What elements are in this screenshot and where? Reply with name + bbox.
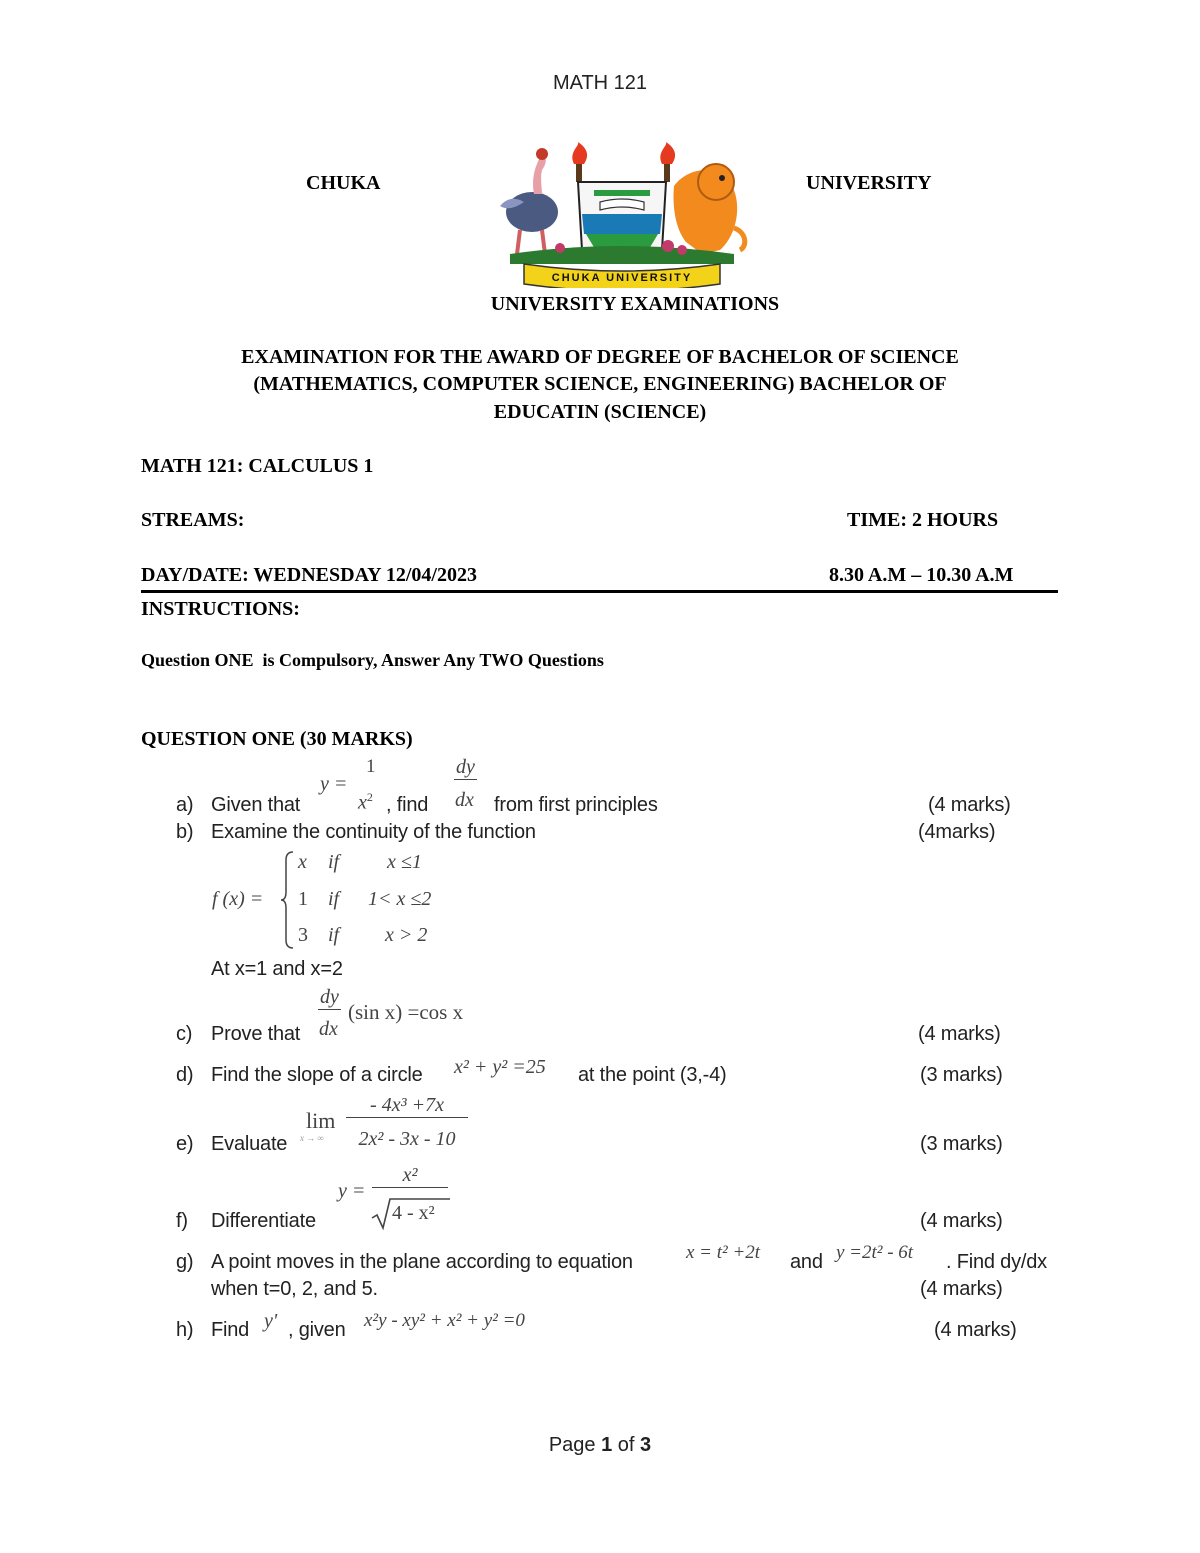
q-h-text1: Find	[211, 1319, 250, 1341]
q-c-letter: c)	[176, 1023, 193, 1045]
q-a-text1: Given that	[211, 794, 301, 816]
q-g-math-x: x = t² +2t	[686, 1242, 761, 1263]
q-c-math-dx: dx	[319, 1018, 338, 1040]
instructions-label: INSTRUCTIONS:	[141, 598, 300, 620]
q-b-row3-val: 3	[298, 924, 308, 946]
q-b-marks: (4marks)	[918, 821, 996, 843]
q-e-num: - 4x³ +7x	[346, 1094, 468, 1118]
q-b-text: Examine the continuity of the function	[211, 821, 536, 843]
instructions-text: Question ONE is Compulsory, Answer Any TWO Questions	[141, 650, 604, 670]
q-g-text4: when t=0, 2, and 5.	[211, 1278, 378, 1300]
q-e-marks: (3 marks)	[920, 1133, 1003, 1155]
q-g-math-y: y =2t² - 6t	[836, 1242, 914, 1263]
piecewise-brace	[280, 850, 296, 950]
page-number: 1	[601, 1434, 613, 1456]
q-b-row2-cond: 1< x ≤2	[368, 888, 432, 910]
q-g-letter: g)	[176, 1251, 194, 1273]
logo-banner-text: CHUKA UNIVERSITY	[551, 272, 693, 284]
q-b-row1-cond: x ≤1	[387, 851, 422, 873]
q-b-row1-val: x	[298, 851, 307, 873]
q-g-text3: . Find dy/dx	[946, 1251, 1047, 1273]
q-g-marks: (4 marks)	[920, 1278, 1003, 1300]
time-label: TIME: 2 HOURS	[847, 509, 999, 531]
q-b-letter: b)	[176, 821, 194, 843]
q-f-y: y =	[338, 1180, 366, 1202]
q-g-text2: and	[790, 1251, 823, 1273]
q-b-row1-if: if	[328, 851, 340, 873]
q-a-text3: from first principles	[494, 794, 658, 816]
masthead-left: CHUKA	[306, 172, 381, 194]
award-line-2: (MATHEMATICS, COMPUTER SCIENCE, ENGINEERING) BACHELOR OF	[253, 373, 947, 395]
page-prefix: Page	[548, 1434, 596, 1456]
q-f-text: Differentiate	[211, 1210, 316, 1232]
university-logo	[490, 142, 752, 288]
q-d-text1: Find the slope of a circle	[211, 1064, 423, 1086]
q-d-marks: (3 marks)	[920, 1064, 1003, 1086]
q-f-marks: (4 marks)	[920, 1210, 1003, 1232]
page-of: of	[617, 1434, 635, 1456]
q-a-math-dx: dx	[455, 789, 474, 811]
q-e-lim: lim	[306, 1108, 336, 1133]
header-divider	[141, 590, 1058, 593]
q-f-letter: f)	[176, 1210, 188, 1232]
running-header: MATH 121	[552, 72, 648, 94]
q-b-row3-if: if	[328, 924, 340, 946]
q-b-note: At x=1 and x=2	[211, 958, 343, 980]
q-d-math: x² + y² =25	[454, 1056, 546, 1078]
q-b-row2-val: 1	[298, 888, 308, 910]
q-h-math-yprime: y'	[264, 1310, 278, 1332]
q-a-math-den: $x^2$	[358, 790, 373, 814]
q-e-text: Evaluate	[211, 1133, 288, 1155]
q-f-num: x²	[372, 1164, 448, 1188]
q-h-text2: , given	[288, 1319, 346, 1341]
q-h-math-expr: x²y - xy² + x² + y² =0	[364, 1310, 525, 1331]
q-f-den: 4 - x²	[392, 1202, 435, 1224]
exam-title: UNIVERSITY EXAMINATIONS	[490, 293, 780, 315]
q-d-text2: at the point (3,-4)	[578, 1064, 727, 1086]
page-footer	[0, 1434, 1200, 1457]
q-e-letter: e)	[176, 1133, 194, 1155]
q-d-letter: d)	[176, 1064, 194, 1086]
award-line-1: EXAMINATION FOR THE AWARD OF DEGREE OF BACHELOR OF SCIENCE	[241, 346, 959, 368]
q-a-math-dy: dy	[456, 756, 475, 778]
date-label: DAY/DATE: WEDNESDAY 12/04/2023	[141, 564, 477, 586]
q-g-text1: A point moves in the plane according to equation	[211, 1251, 633, 1273]
q-a-marks: (4 marks)	[928, 794, 1011, 816]
q-a-math-y: y =	[320, 773, 348, 795]
q-c-math-expr: (sin x) =cos x	[348, 1000, 464, 1024]
q-b-row3-cond: x > 2	[385, 924, 428, 946]
q-b-row2-if: if	[328, 888, 340, 910]
streams-label: STREAMS:	[141, 509, 245, 531]
time-range: 8.30 A.M – 10.30 A.M	[829, 564, 1014, 586]
award-line-3: EDUCATIN (SCIENCE)	[493, 401, 707, 423]
q-a-letter: a)	[176, 794, 194, 816]
q-h-marks: (4 marks)	[934, 1319, 1017, 1341]
q-e-lim-sub: x → ∞	[300, 1133, 324, 1143]
q-c-marks: (4 marks)	[918, 1023, 1001, 1045]
course-title: MATH 121: CALCULUS 1	[141, 455, 374, 477]
question-one-heading: QUESTION ONE (30 MARKS)	[141, 728, 413, 750]
q-e-den: 2x² - 3x - 10	[358, 1128, 456, 1150]
q-c-math-dy: dy	[320, 986, 339, 1008]
q-a-math-num: 1	[366, 756, 376, 777]
q-b-fx: f (x) =	[212, 888, 264, 910]
page-total: 3	[640, 1434, 652, 1456]
q-a-text2: , find	[386, 794, 429, 816]
q-h-letter: h)	[176, 1319, 194, 1341]
q-c-text: Prove that	[211, 1023, 301, 1045]
masthead-right: UNIVERSITY	[806, 172, 932, 194]
